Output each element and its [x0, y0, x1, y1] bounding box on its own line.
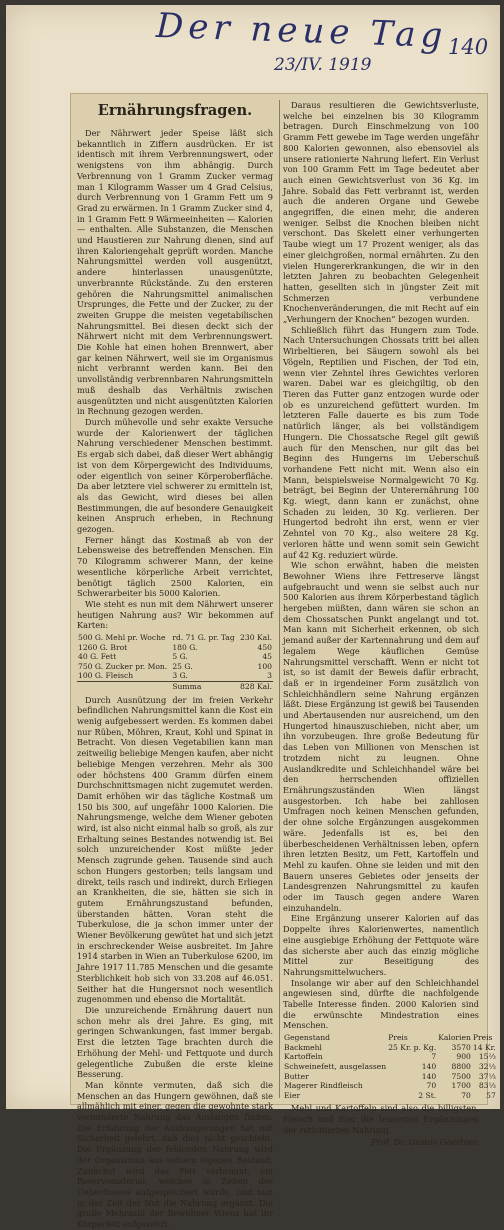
cell: 40 G. Fett	[78, 652, 117, 662]
cell: 230 Kal.	[240, 633, 272, 643]
cell: 8800	[451, 1061, 471, 1071]
cell: 140	[421, 1061, 437, 1071]
handwritten-title: Der neue Tag	[155, 5, 448, 57]
table-header-row	[283, 1033, 497, 1043]
table-sum-row	[77, 682, 273, 692]
cell: rd. 71 G. pr. Tag	[172, 633, 235, 643]
cell: 32⅓	[478, 1061, 496, 1071]
cell: 750 G. Zucker pr. Mon.	[78, 661, 168, 671]
column-divider	[279, 100, 280, 1098]
cell: 25 Kr. p. Kg.	[388, 1042, 437, 1052]
handwritten-number: 140	[448, 35, 489, 59]
table-row	[283, 1072, 497, 1082]
cell: 7500	[451, 1071, 471, 1081]
paragraph: Die unzureichende Ernährung dauert nun schon mehr als drei Jahre. Es ging, mit geringen Schwankungen, fast immer bergab. Erst die letzten Tage brachten durch die Erhöhung der Mehl- und Fettquote und durch gelegentliche Zubußen die erste kleine Besserung.	[77, 1005, 273, 1080]
paragraph: Man könnte vermuten, daß sich die Menschen an das Hungern gewöhnen, daß sie allmählich mit einer, gegen die gewohnte stark verminderte Nahrung das Auslangen finden. Die Erfahrung der Aushungerungen hat mit Sicherheit gelehrt, daß dies nicht geschieht. Die Ergänzung der fehlenden Nahrung wird der Organismus aus seinem eigenen Bestand. Zunächst wird das Fett verbrannt, ein Reservematerial, welches in Zeiten des Ueberflusses aufgespeichert wurde, und nun in der Zeit der Not die Nahrung ergänzt. Die große Mehrzahl der Bewohner Wiens hat ihr Körperfett aufgezehrt.	[77, 1079, 273, 1230]
left-column	[77, 100, 273, 1230]
cell: 3 G.	[172, 671, 188, 681]
cell: 2 St.	[418, 1090, 437, 1100]
cell: Butter	[284, 1071, 309, 1081]
cell: 450	[257, 642, 272, 652]
cell: 70	[426, 1081, 437, 1091]
cell: 1260 G. Brot	[78, 642, 128, 652]
cell: 1700	[451, 1081, 471, 1091]
table-row	[77, 671, 273, 681]
cell: 900	[456, 1052, 471, 1062]
header-cell: Preis	[388, 1033, 408, 1043]
cell: 5 G.	[172, 652, 188, 662]
cell: 57	[486, 1090, 496, 1100]
table-row	[283, 1081, 497, 1091]
newspaper-clipping	[70, 93, 496, 1230]
cell: 15⅔	[478, 1052, 496, 1062]
table-row	[283, 1052, 497, 1062]
table-row	[283, 1091, 497, 1101]
cell: 180 G.	[172, 642, 198, 652]
table-row	[77, 643, 273, 653]
cell: Eier	[284, 1090, 301, 1100]
paragraph: Mehl und Kartoffeln sind also die billigsten, Fleisch und Eier die teuersten Ergänzungen der rationierten Nahrung.	[283, 1103, 479, 1135]
cell: Magerer Rindfleisch	[284, 1081, 363, 1091]
cell: Backmehl	[284, 1042, 322, 1052]
cell: Kartoffeln	[284, 1052, 323, 1062]
cell: 828 Kal.	[238, 682, 273, 692]
header-cell: Kalorien	[438, 1033, 471, 1043]
header-cell: Gegenstand	[284, 1033, 331, 1043]
cell: 100	[257, 661, 272, 671]
cell: 37⅓	[478, 1071, 496, 1081]
ration-table	[77, 633, 273, 692]
cell: Summa	[171, 682, 238, 692]
paragraph: Der Nährwert jeder Speise läßt sich bekanntlich in Ziffern ausdrücken. Er ist identisch mit ihrem Verbrennungswert, oder wenigstens von ihm abhängig. Durch Verbrennung von 1 Gramm Zucker vermag man 1 Kilogramm Wasser um 4 Grad Celsius, durch Verbrennung von 1 Gramm Fett um 9 Grad zu erwärmen. In 1 Gramm Zucker sind 4, in 1 Gramm Fett 9 Wärmeeinheiten — Kalorien — enthalten. Alle Substanzen, die Menschen und Haustieren zur Nahrung dienen, sind auf ihren Kaloriengehalt geprüft worden. Manche Nahrungsmittel werden voll ausgenützt, andere hinterlassen unausgenützte, unverbrannte Rückstände. Zu den ersteren gehören die Nahrungsmittel animalischen Ursprunges, die Fette und der Zucker, zu der zweiten Gruppe die meisten vegetabilischen Nahrungsmittel. Bei diesen deckt sich der Nährwert nicht mit dem Verbrennungswert. Die Kohle hat einen hohen Brennwert, aber gar keinen Nährwert, weil sie im Organismus nicht verbrannt werden kann. Bei den unvollständig verbrennbaren Nahrungsmitteln muß deshalb das Verhältnis zwischen ausgenützten und nicht ausgenützten Kalorien in Rechnung gezogen werden.	[77, 128, 273, 417]
cell: 14 Kr.	[472, 1042, 496, 1052]
cell: Schweinefett, ausgelassen	[284, 1061, 387, 1071]
cell: 70	[461, 1090, 471, 1100]
table-row	[77, 633, 273, 643]
paragraph: Schließlich führt das Hungern zum Tode. Nach Untersuchungen Chossats tritt bei allen Wirbeltieren, bei Säugern sowohl als bei Vögeln, Reptilien und Fischen, der Tod ein, wenn vier Zehntel ihres Gewichtes verloren waren. Dabei war es gleichgiltig, ob den Tieren das Futter ganz entzogen wurde oder ob es unzureichend gefüttert wurden. Im letzteren Falle dauerte es bis zum Tode natürlich länger, als bei vollständigem Hungern. Die Chossatsche Regel gilt gewiß auch für den Menschen, nur gilt das bei Beginn des Hungerns im Ueberschuß vorhandene Fett nicht mit. Wenn also ein Mann, beispielsweise Normalgewicht 70 Kg. beträgt, bei Beginn der Unterernährung 100 Kg. wiegt, dann kann er zunächst, ohne Schaden zu leiden, 30 Kg. verlieren. Der Hungertod bedroht ihn erst, wenn er vier Zehntel von 70 Kg., also weitere 28 Kg. verloren hätte und wenn somit sein Gewicht auf 42 Kg. reduziert würde.	[283, 324, 479, 560]
cell: 500 G. Mehl pr. Woche	[78, 633, 166, 643]
article-headline: Ernährungsfragen.	[97, 102, 253, 119]
archive-sheet	[6, 5, 500, 1230]
right-column	[283, 100, 496, 1148]
table-row	[77, 652, 273, 662]
handwritten-date: 23/IV. 1919	[274, 55, 372, 75]
price-table	[283, 1033, 497, 1100]
paragraph: Durch Ausnützung der im freien Verkehr befindlichen Nahrungsmittel kann die Kost ein wenig aufgebessert werden. Es kommen dabei nur Rüben, Möhren, Kraut, Kohl und Spinat in Betracht. Von diesen Vegetabilien kann man zeitweilig beliebige Mengen kaufen, aber nicht beliebige Mengen verzehren. Mehr als 300 oder höchstens 400 Gramm dürfen einem Durchschnittsmagen nicht zugemutet werden. Damit erhöhen wir das tägliche Kostmaß um 150 bis 300, auf ungefähr 1000 Kalorien. Die Nahrungsmenge, welche dem Wiener geboten wird, ist also nicht einmal halb so groß, als zur Erhaltung seines Bestandes notwendig ist. Bei solch unzureichender Kost müßte jeder Mensch zugrunde gehen. Tausende sind auch schon Hungers gestorben; teils langsam und direkt, teils rasch und indirekt, durch Erliegen an Krankheiten, die sie, hätten sie sich in gutem Ernährungszustand befunden, überstanden hätten. Voran steht die Tuberkulose, die ja schon immer unter der Wiener Bevölkerung gewütet hat und sich jetzt in erschreckender Weise ausbreitet. Im Jahre 1914 starben in Wien an Tuberkulose 6200, im Jahre 1917 11.785 Menschen und die gesamte Sterblichkeit hob sich von 33.208 auf 46.051. Seither hat die Hungersnot noch wesentlich zugenommen und ebenso die Mortalität.	[77, 694, 273, 1005]
table-row	[77, 662, 273, 672]
cell: 100 G. Fleisch	[78, 671, 134, 681]
cell: 3570	[451, 1042, 471, 1052]
paragraph: Eine Ergänzung unserer Kalorien auf das Doppelte ihres Kalorienwertes, namentlich eine ausgiebige Erhöhung der Fettquote wäre das sicherste aber auch das einzig mögliche Mittel zur Beseitigung des Nahrungsmittelwuchers.	[283, 913, 479, 977]
paragraph: Durch mühevolle und sehr exakte Versuche wurde der Kalorienwert der täglichen Nahrung verschiedener Menschen bestimmt. Es ergab sich dabei, daß dieser Wert abhängig ist von dem Körpergewicht des Individuums, oder eigentlich von seiner Körperoberfläche. Da aber letztere viel schwerer zu ermitteln ist, als das Gewicht, wird dieses bei allen Bestimmungen, die auf besondere Genauigkeit keinen Anspruch erheben, in Rechnung gezogen.	[77, 416, 273, 535]
cell: 45	[262, 652, 272, 662]
cell: 25 G.	[172, 661, 193, 671]
paragraph: Wie schon erwähnt, haben die meisten Bewohner Wiens ihre Fettreserve längst aufgebraucht und wenn sie selbst auch nur 500 Kalorien aus ihrem Körperbestand täglich hergeben müßten, dann wären sie schon an dem Chossatschen Punkt angelangt und tot. Man kann mit Sicherheit erkennen, ob sich jemand außer der Kartennahrung und dem auf legalem Wege käuflichen Gemüse Nahrungsmittel verschafft. Wenn er nicht tot ist, so ist damit der Beweis dafür erbracht, daß er in irgendeiner Form zusätzlich von Schleichhändlern seine Nahrung ergänzen läßt. Diese Ergänzung ist gewiß bei Tausenden und Abertausenden nur ausreichend, um den Hungertod hinauszuschieben, nicht aber, um ihn vorzubeugen. Ihre große Bedeutung für das Leben von Millionen von Menschen ist trotzdem nicht zu leugnen. Ohne Auslandkredite und Schleichhandel wäre bei den herrschenden offiziellen Ernährungszuständen Wien längst ausgestorben. Ich habe bei zahllosen Umfragen noch keinen Menschen gefunden, der ohne solche Ergänzungen ausgekommen wäre. Jedenfalls ist es, bei den überbescheidenen Verhältnissen leben, opfern ihren letzten Besitz, um Fett, Kartoffeln und Mehl zu kaufen. Ohne sie leiden und mit den Bauern unseres Gebietes oder jenseits der Landesgrenzen Nahrungsmittel zu kaufen oder im Tausch gegen andere Waren einzuhandeln.	[283, 560, 479, 913]
author-signature: Prof. Dr. Gustav Gaertner.	[371, 1137, 479, 1148]
paragraph: Ferner hängt das Kostmaß ab von der Lebensweise des betreffenden Menschen. Ein 70 Kilogramm schwerer Mann, der keine wesentliche körperliche Arbeit verrichtet, benötigt täglich 2500 Kalorien, ein Schwerarbeiter bis 5000 Kalorien.	[77, 534, 273, 599]
table-row	[283, 1062, 497, 1072]
cell: 7	[431, 1052, 437, 1062]
table-row	[283, 1043, 497, 1053]
header-cell: Preis	[472, 1033, 493, 1043]
cell: 140	[421, 1071, 437, 1081]
cell: 3	[267, 671, 272, 681]
paragraph: Daraus resultieren die Gewichtsverluste, welche bei einzelnen bis 30 Kilogramm betragen. Durch Einschmelzung von 100 Gramm Fett gewebe im Tage werden ungefähr 800 Kalorien gewonnen, also ebensoviel als unsere rationierte Nahrung liefert. Ein Verlust von 100 Gramm Fett im Tage bedeutet aber auch einen Gewichtsverlust von 36 Kg. im Jahre. Sobald das Fett verbrannt ist, werden auch die anderen Organe und Gewebe angegriffen, die einen mehr, die anderen weniger. Selbst die Knochen bleiben nicht verschont. Das Skelett einer verhungerten Taube wiegt um 17 Prozent weniger, als das einer gleichgroßen, normal ernährten. Zu den vielen Hungererkrankungen, die wir in den letzten Jahren zu beobachten Gelegenheit hatten, gesellten sich in jüngster Zeit mit Schmerzen verbundene Knochenveränderungen, die mit Recht auf ein „Verhungern der Knochen“ bezogen wurden.	[283, 100, 479, 325]
paragraph: Wie steht es nun mit dem Nährwert unserer heutigen Nahrung aus? Wir bekommen auf Karten:	[77, 598, 273, 631]
cell: 83⅓	[478, 1081, 496, 1091]
paragraph: Insolange wir aber auf den Schleichhandel angewiesen sind, dürfte die nachfolgende Tabelle Interesse finden. 2000 Kalorien sind die erwünschte Mindestration eines Menschen.	[283, 977, 479, 1031]
